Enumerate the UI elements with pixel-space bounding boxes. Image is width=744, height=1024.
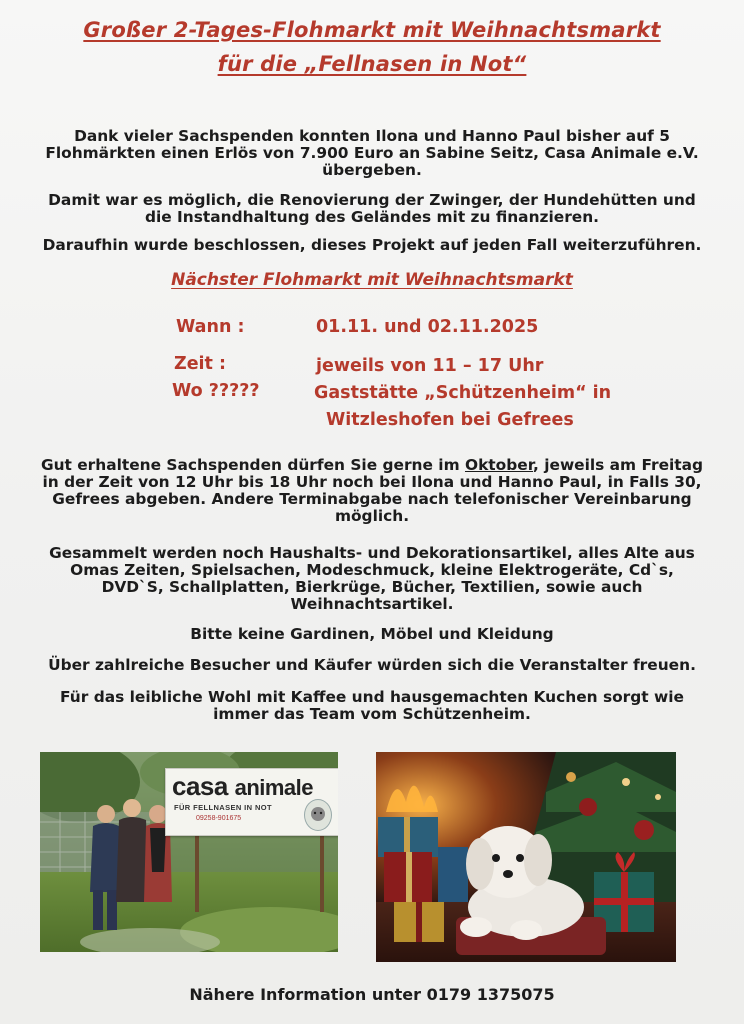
puppy-christmas-illustration	[376, 752, 676, 962]
catering-line-2: immer das Team vom Schützenheim.	[213, 705, 531, 723]
intro-p2-line-2: die Instandhaltung des Geländes mit zu finanzieren.	[144, 208, 600, 226]
donation-p1-line-3: Gefrees abgeben. Andere Terminabgabe nach telefonischer Vereinbarung	[52, 490, 692, 508]
contact-info: Nähere Information unter 0179 1375075	[189, 985, 555, 1004]
photo-puppy-christmas	[376, 752, 676, 962]
intro-p1-line-1: Dank vieler Sachspenden konnten Ilona und Hanno Paul bisher auf 5	[74, 127, 670, 145]
casa-animale-sign	[165, 768, 338, 836]
time-value: jeweils von 11 – 17 Uhr	[316, 356, 544, 376]
flyer-title-line-1: Großer 2-Tages-Flohmarkt mit Weihnachtsmarkt	[83, 18, 661, 42]
intro-paragraph-1	[14, 128, 730, 179]
where-value-line-2: Witzleshofen bei Gefrees	[326, 410, 574, 430]
when-value: 01.11. und 02.11.2025	[316, 317, 539, 337]
sign-phone: 09258-901675	[196, 815, 242, 822]
where-value-line-1: Gaststätte „Schützenheim“ in	[314, 383, 612, 403]
no-items-notice: Bitte keine Gardinen, Möbel und Kleidung	[190, 625, 554, 643]
intro-paragraph-3: Daraufhin wurde beschlossen, dieses Projekt auf jeden Fall weiterzuführen.	[42, 236, 702, 254]
catering-paragraph	[14, 689, 730, 723]
collected-line-4: Weihnachtsartikel.	[290, 595, 454, 613]
where-label: Wo ?????	[172, 381, 260, 401]
donation-paragraph	[8, 457, 736, 525]
collected-line-1: Gesammelt werden noch Haushalts- und Dekorationsartikel, alles Alte aus	[49, 544, 695, 562]
donation-p1-start: Gut erhaltene Sachspenden dürfen Sie gerne im	[40, 456, 465, 474]
collected-items-paragraph	[8, 545, 736, 613]
sign-tagline: FÜR FELLNASEN IN NOT	[174, 803, 272, 812]
intro-p2-line-1: Damit war es möglich, die Renovierung der Zwinger, der Hundehütten und	[48, 191, 696, 209]
sign-brand-animale: animale	[234, 775, 314, 800]
donation-p1-line-4: möglich.	[334, 507, 410, 525]
when-label: Wann :	[176, 317, 245, 337]
intro-paragraph-2	[14, 192, 730, 226]
visitors-line: Über zahlreiche Besucher und Käufer würden sich die Veranstalter freuen.	[48, 656, 696, 674]
intro-p1-line-2: Flohmärkten einen Erlös von 7.900 Euro an Sabine Seitz, Casa Animale e.V.	[45, 144, 699, 162]
next-market-heading: Nächster Flohmarkt mit Weihnachtsmarkt	[171, 270, 573, 290]
flyer-title-line-2: für die „Fellnasen in Not“	[217, 52, 527, 76]
collected-line-2: Omas Zeiten, Spielsachen, Modeschmuck, kleine Elektrogeräte, Cd`s,	[70, 561, 674, 579]
photo-casa-animale-sign	[40, 752, 338, 952]
donation-p1-line-1	[8, 457, 736, 474]
catering-line-1: Für das leibliche Wohl mit Kaffee und hausgemachten Kuchen sorgt wie	[60, 688, 684, 706]
donation-p1-rest: , jeweils am Freitag	[533, 456, 704, 474]
intro-p1-line-3: übergeben.	[322, 161, 422, 179]
sign-dog-logo-icon	[304, 799, 332, 831]
time-label: Zeit :	[174, 354, 227, 374]
donation-p1-line-2: in der Zeit von 12 Uhr bis 18 Uhr noch bei Ilona und Hanno Paul, in Falls 30,	[42, 473, 702, 491]
sign-brand-casa: casa	[172, 771, 228, 801]
collected-line-3: DVD`S, Schallplatten, Bierkrüge, Bücher, Textilien, sowie auch	[101, 578, 643, 596]
donation-month: Oktober	[464, 456, 534, 474]
